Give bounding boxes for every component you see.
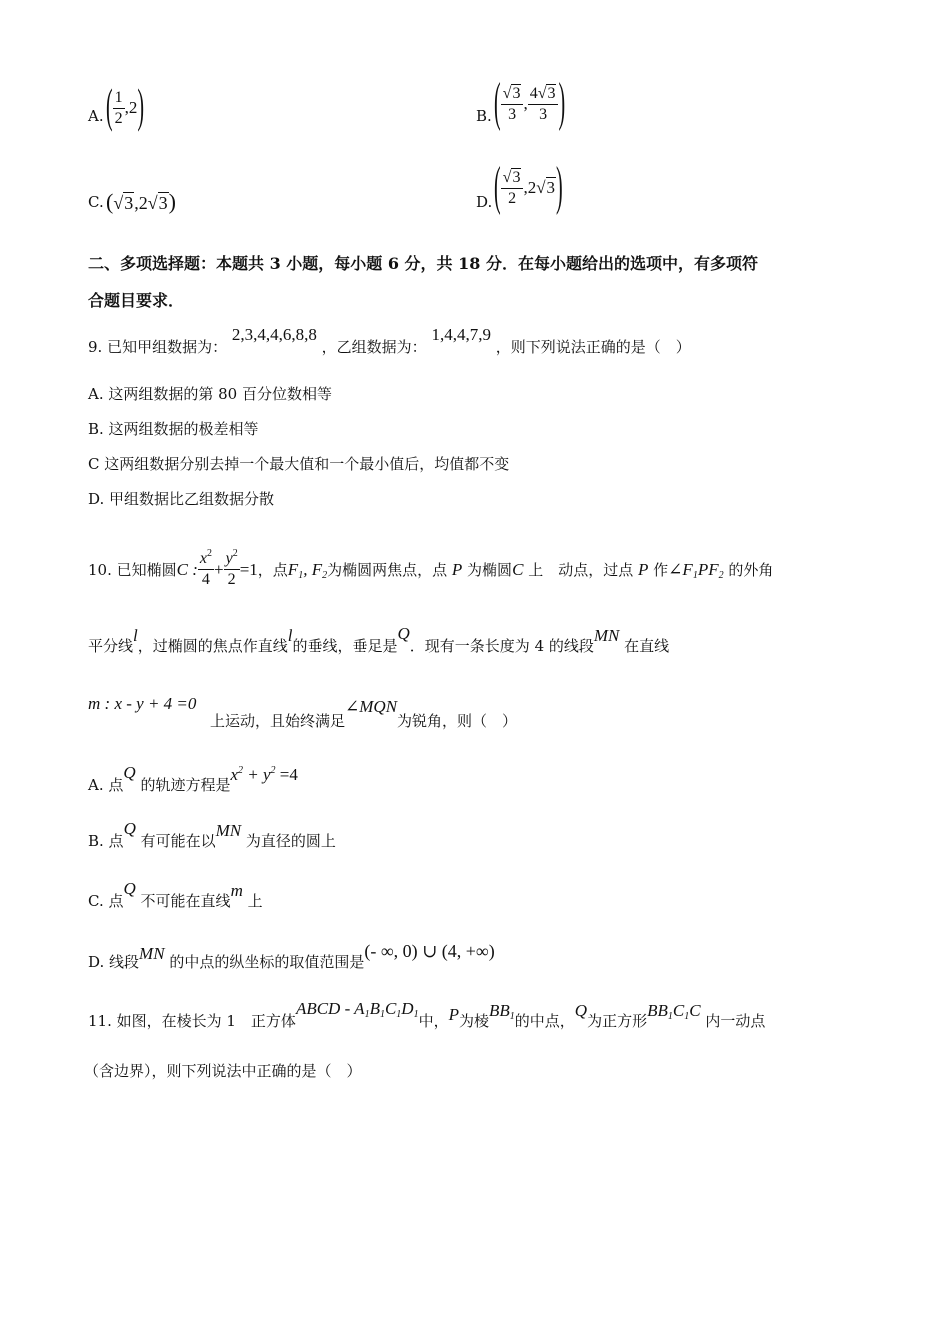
option-c-expression: (√3,2√3)	[106, 189, 176, 214]
question-10-stem-line2: 平分线l，过椭圆的焦点作直线l的垂线，垂足是Q．现有一条长度为 4 的线段MN 在直线	[88, 624, 670, 655]
option-a-expression: ( $\frac{1}{2}$ ,2)	[106, 80, 145, 134]
question-9-option-d: D. 甲组数据比乙组数据分散	[88, 490, 275, 508]
option-a-label: A.	[88, 107, 104, 125]
option-b-label: B.	[476, 107, 492, 125]
question-10-option-d: D. 线段MN 的中点的纵坐标的取值范围是(- ∞, 0) ∪ (4, +∞)	[88, 941, 495, 971]
question-10-stem-line1: 10. 已知椭圆C : $\frac{x^2}{4}$ + $\frac{y^2}{2}$ =1，点$F_1$, $F_2$为椭圆两焦点，点 P 为椭圆C 上 动点，过点 P 作$\angle F_1PF_2$ 的外角	[88, 548, 773, 594]
question-9-option-b: B. 这两组数据的极差相等	[88, 420, 259, 438]
section-2-heading-line2: 合题目要求．	[88, 291, 185, 310]
line-m-equation: m : x - y + 4 =0	[88, 694, 197, 713]
option-b-expression: ( $\frac{√3}{3}$ , $\frac{4√3}{3}$ )	[494, 73, 566, 133]
question-9-option-c: C 这两组数据分别去掉一个最大值和一个最小值后，均值都不变	[88, 455, 510, 473]
question-11-stem-line2: （含边界），则下列说法中正确的是（ ）	[84, 1062, 362, 1080]
option-d-label: D.	[476, 193, 493, 211]
question-10-stem-line3: 上运动，且始终满足∠MQN为锐角，则（ ）	[210, 697, 518, 730]
question-10-option-b: B. 点Q 有可能在以MN 为直径的圆上	[88, 819, 336, 850]
question-10-option-a: A. 点Q 的轨迹方程是$x^2 + y^2 =4$	[88, 763, 298, 794]
option-c-label: C.	[88, 193, 104, 211]
question-9-stem: 9. 已知甲组数据为： 2,3,4,4,6,8,8 ，乙组数据为： 1,4,4,7,9 ，则下列说法正确的是（ ）	[88, 325, 691, 356]
option-d-expression: ( $\frac{√3}{2}$ ,2√3)	[494, 157, 563, 217]
question-11-stem-line1: 11. 如图，在棱长为 1 正方体ABCD - $A_1B_1C_1D_1$中，P为棱$BB_1$的中点，Q为正方形$BB_1C_1C$ 内一动点	[88, 999, 766, 1030]
question-9-option-a: A. 这两组数据的第 80 百分位数相等	[88, 385, 332, 403]
question-10-option-c: C. 点Q 不可能在直线m 上	[88, 879, 263, 910]
section-2-heading-line1: 二、多项选择题：本题共 3 小题，每小题 6 分，共 18 分．在每小题给出的选项中，有多项符	[88, 254, 758, 273]
